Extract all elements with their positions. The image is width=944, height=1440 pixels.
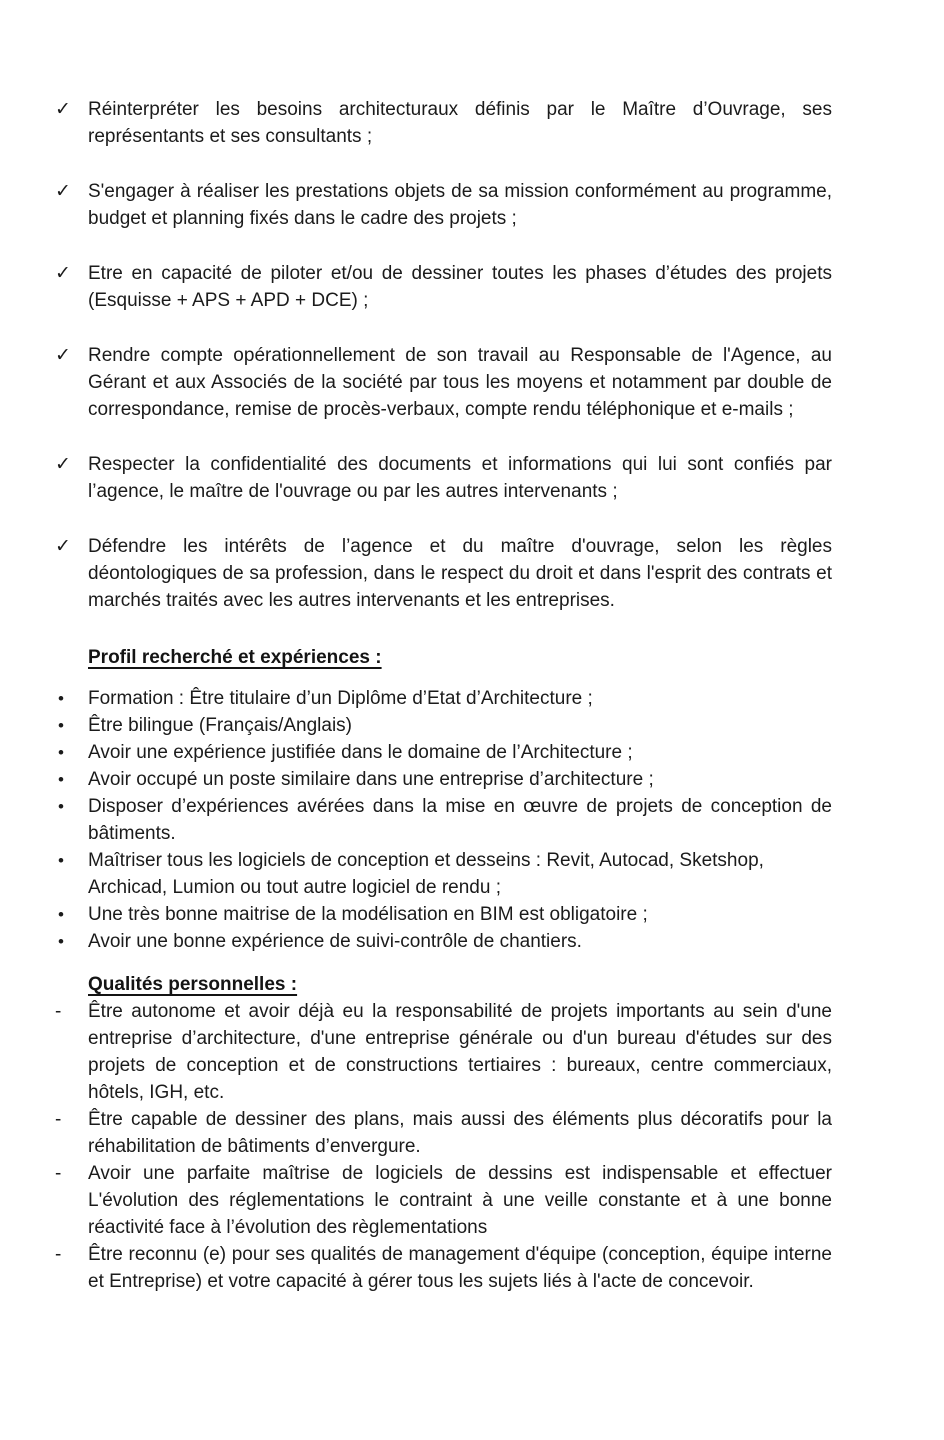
bullet-icon: •: [58, 932, 64, 951]
checklist-item: [55, 342, 832, 423]
profile-requirement-item: [55, 928, 832, 955]
profile-requirement-text: Avoir occupé un poste similaire dans une entreprise d’architecture ;: [88, 769, 654, 790]
personal-quality-text: Être capable de dessiner des plans, mais aussi des éléments plus décoratifs pour la réhabilitation de bâtiments d’envergure.: [88, 1109, 832, 1157]
personal-quality-text: Avoir une parfaite maîtrise de logiciels de dessins est indispensable et effectuer L'évolution des réglementations le contraint à une veille constante et à une bonne réactivité face à l’évolution des règlementations: [88, 1163, 832, 1238]
checklist-item: [55, 533, 832, 614]
checklist-item-text: Etre en capacité de piloter et/ou de dessiner toutes les phases d’études des projets (Esquisse + APS + APD + DCE) ;: [88, 263, 832, 311]
profile-requirement-item: [55, 739, 832, 766]
profile-requirement-item: [55, 712, 832, 739]
dash-icon: -: [55, 1109, 62, 1130]
profile-requirement-text: Avoir une bonne expérience de suivi-contrôle de chantiers.: [88, 931, 582, 952]
checkmark-icon: ✓: [55, 181, 71, 202]
checklist-item: [55, 96, 832, 150]
personal-quality-item: [55, 1106, 832, 1160]
profile-requirement-item: [55, 847, 832, 901]
dash-icon: -: [55, 1244, 62, 1265]
profile-requirement-item: [55, 901, 832, 928]
bullet-icon: •: [58, 851, 64, 870]
bullet-icon: •: [58, 905, 64, 924]
profile-requirement-item: [55, 766, 832, 793]
checklist-item-text: S'engager à réaliser les prestations objets de sa mission conformément au programme, budget et planning fixés dans le cadre des projets ;: [88, 181, 832, 229]
bullet-icon: •: [58, 743, 64, 762]
profile-requirement-text: Disposer d’expériences avérées dans la mise en œuvre de projets de conception de bâtiments.: [88, 796, 832, 844]
qualities-section-heading: Qualités personnelles :: [88, 974, 298, 995]
profile-requirement-text: Avoir une expérience justifiée dans le domaine de l’Architecture ;: [88, 742, 633, 763]
checkmark-icon: ✓: [55, 454, 71, 475]
personal-quality-text: Être reconnu (e) pour ses qualités de management d'équipe (conception, équipe interne et Entreprise) et votre capacité à gérer tous les sujets liés à l'acte de concevoir.: [88, 1244, 832, 1292]
checklist-item-text: Réinterpréter les besoins architecturaux définis par le Maître d’Ouvrage, ses représentants et ses consultants ;: [88, 99, 832, 147]
checklist-item-text: Respecter la confidentialité des documents et informations qui lui sont confiés par l’agence, le maître de l'ouvrage ou par les autres intervenants ;: [88, 454, 832, 502]
profile-requirement-text: Formation : Être titulaire d’un Diplôme d’Etat d’Architecture ;: [88, 688, 593, 709]
profile-requirement-text: Maîtriser tous les logiciels de conception et desseins : Revit, Autocad, Sketshop, Archicad, Lumion ou tout autre logiciel de rendu ;: [88, 850, 764, 898]
profile-requirement-item: [55, 793, 832, 847]
dash-icon: -: [55, 1001, 62, 1022]
checkmark-icon: ✓: [55, 536, 71, 557]
bullet-icon: •: [58, 797, 64, 816]
personal-qualities-list: [55, 998, 832, 1295]
profile-requirement-text: Une très bonne maitrise de la modélisation en BIM est obligatoire ;: [88, 904, 648, 925]
checkmark-icon: ✓: [55, 263, 71, 284]
personal-quality-item: [55, 1241, 832, 1295]
bullet-icon: •: [58, 689, 64, 708]
profile-requirement-text: Être bilingue (Français/Anglais): [88, 715, 353, 736]
checkmark-icon: ✓: [55, 345, 71, 366]
profile-section-heading: Profil recherché et expériences :: [88, 647, 382, 668]
checklist-item-text: Défendre les intérêts de l’agence et du maître d'ouvrage, selon les règles déontologiques de sa profession, dans le respect du droit et dans l'esprit des contrats et marchés traités avec les autres intervenants et les entreprises.: [88, 536, 832, 611]
personal-quality-item: [55, 1160, 832, 1241]
bullet-icon: •: [58, 716, 64, 735]
personal-quality-item: [55, 998, 832, 1106]
profile-requirement-item: [55, 685, 832, 712]
responsibilities-list: [55, 96, 832, 614]
checkmark-icon: ✓: [55, 99, 71, 120]
checklist-item-text: Rendre compte opérationnellement de son travail au Responsable de l'Agence, au Gérant et aux Associés de la société par tous les moyens et notamment par double de correspondance, remise de procès-verbaux, compte rendu téléphonique et e-mails ;: [88, 345, 832, 420]
dash-icon: -: [55, 1163, 62, 1184]
checklist-item: [55, 260, 832, 314]
personal-quality-text: Être autonome et avoir déjà eu la responsabilité de projets importants au sein d'une entreprise d’architecture, d'une entreprise générale ou d'un bureau d'études sur des projets de conception et de constructions tertiaires : bureaux, centre commerciaux, hôtels, IGH, etc.: [88, 1001, 832, 1103]
checklist-item: [55, 178, 832, 232]
checklist-item: [55, 451, 832, 505]
bullet-icon: •: [58, 770, 64, 789]
profile-requirements-list: [55, 685, 832, 955]
